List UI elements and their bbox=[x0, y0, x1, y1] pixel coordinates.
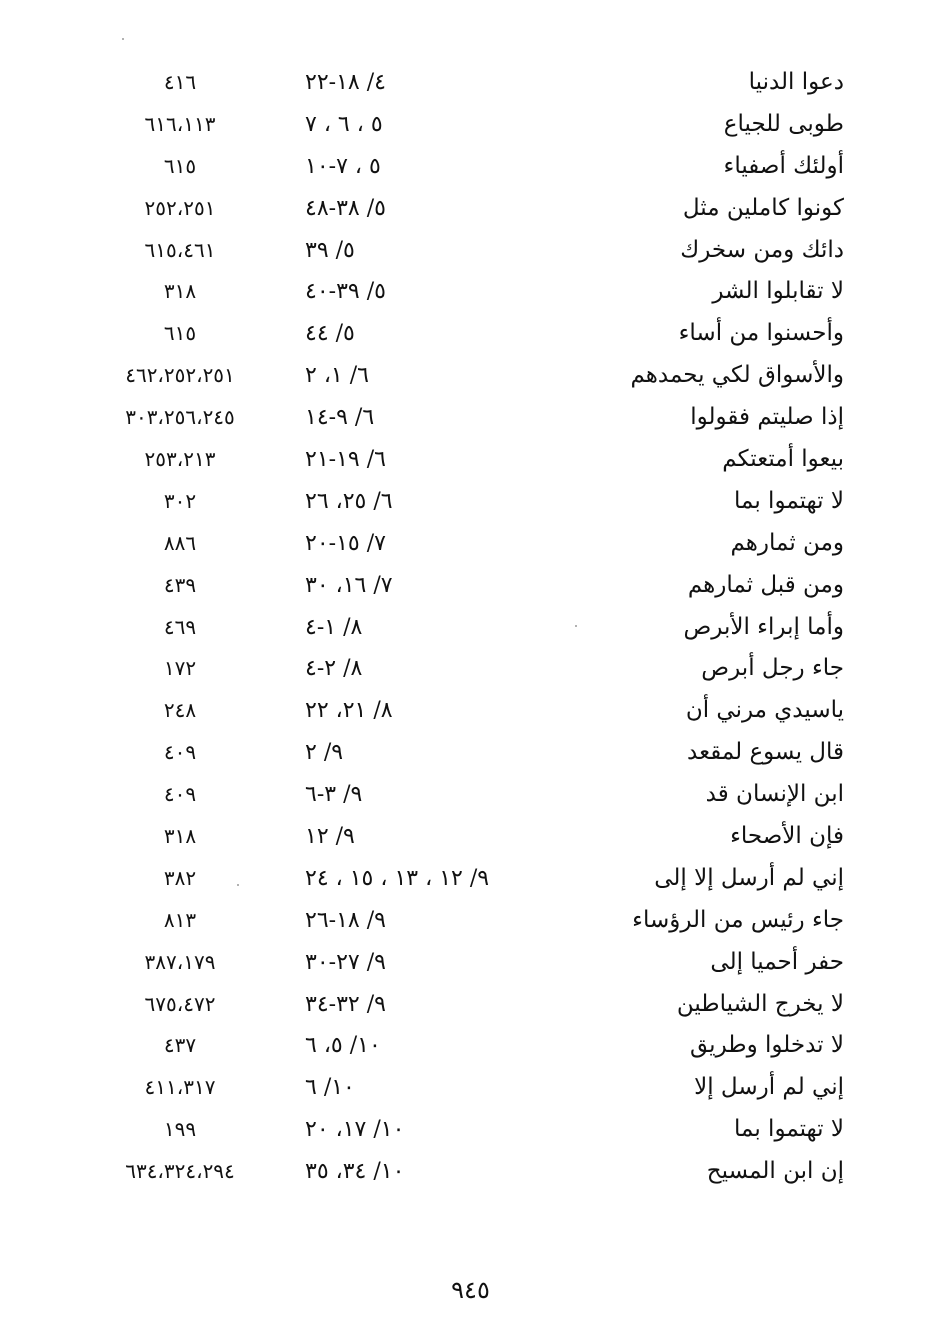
chapter-verse-reference: ٥/ ٣٩ bbox=[305, 237, 355, 263]
page-references: ٤٦٢،٢٥٢،٢٥١ bbox=[125, 363, 235, 388]
index-row bbox=[90, 481, 850, 523]
index-row bbox=[90, 271, 850, 313]
chapter-verse-reference: ٩/ ٢ bbox=[305, 740, 344, 766]
page-references: ١٧٢ bbox=[163, 656, 197, 681]
page-number: ٩٤٥ bbox=[451, 1276, 490, 1304]
passage-incipit: لا يخرج الشياطين bbox=[676, 990, 844, 1017]
chapter-verse-reference: ٨/ ١-٤ bbox=[305, 614, 363, 640]
page-references: ٦١٥ bbox=[163, 153, 197, 178]
passage-incipit: طوبى للجياع bbox=[723, 110, 844, 137]
page-references: ٤٠٩ bbox=[163, 740, 197, 765]
index-row bbox=[90, 523, 850, 565]
page-references: ٣١٨ bbox=[163, 824, 197, 849]
index-row bbox=[90, 565, 850, 607]
chapter-verse-reference: ٩/ ١٢ ، ١٣ ، ١٥ ، ٢٤ bbox=[305, 865, 490, 891]
passage-incipit: ياسيدي مرني أن bbox=[685, 697, 844, 724]
page-references: ٦٣٤،٣٢٤،٢٩٤ bbox=[125, 1159, 235, 1184]
passage-incipit: بيعوا أمتعتكم bbox=[722, 446, 844, 473]
page-references: ٤١٦ bbox=[163, 70, 197, 94]
index-row bbox=[90, 230, 850, 272]
chapter-verse-reference: ٧/ ١٥-٢٠ bbox=[305, 530, 386, 556]
page-references: ٦٧٥،٤٧٢ bbox=[144, 991, 216, 1016]
index-row bbox=[90, 732, 850, 774]
passage-incipit: قال يسوع لمقعد bbox=[687, 739, 844, 766]
passage-incipit: إذا صليتم فقولوا bbox=[690, 404, 844, 431]
index-row bbox=[90, 439, 850, 481]
page-references: ٢٤٨ bbox=[163, 698, 197, 723]
passage-incipit: لا تقابلوا الشر bbox=[712, 278, 844, 305]
passage-incipit: لا تهتموا بما bbox=[734, 487, 844, 514]
page-references: ٤٣٩ bbox=[163, 572, 197, 597]
passage-incipit: إني لم أرسل إلا bbox=[694, 1074, 844, 1101]
chapter-verse-reference: ١٠/ ٥، ٦ bbox=[305, 1033, 381, 1059]
scan-speck bbox=[122, 38, 124, 40]
chapter-verse-reference: ٥/ ٤٤ bbox=[305, 321, 355, 347]
passage-incipit: وأحسنوا من أساء bbox=[678, 320, 844, 347]
index-row bbox=[90, 1151, 850, 1193]
page-references: ٣٨٢ bbox=[163, 865, 197, 890]
chapter-verse-reference: ١٠/ ١٧، ٢٠ bbox=[305, 1117, 405, 1143]
page-references: ٣٠٣،٢٥٦،٢٤٥ bbox=[125, 405, 235, 430]
page-references: ٣٠٢ bbox=[163, 488, 197, 513]
chapter-verse-reference: ١٠/ ٣٤، ٣٥ bbox=[305, 1159, 405, 1185]
chapter-verse-reference: ٩/ ٣٢-٣٤ bbox=[305, 991, 386, 1017]
index-row bbox=[90, 355, 850, 397]
chapter-verse-reference: ٨/ ٢١، ٢٢ bbox=[305, 698, 393, 724]
chapter-verse-reference: ٧/ ١٦، ٣٠ bbox=[305, 572, 393, 598]
index-row bbox=[90, 1025, 850, 1067]
chapter-verse-reference: ٦/ ٩-١٤ bbox=[305, 405, 375, 431]
chapter-verse-reference: ٦/ ١٩-٢١ bbox=[305, 447, 386, 473]
page-references: ٤٠٩ bbox=[163, 782, 197, 807]
page-references: ٤٣٧ bbox=[163, 1033, 197, 1058]
chapter-verse-reference: ١٠/ ٦ bbox=[305, 1075, 355, 1101]
index-row bbox=[90, 984, 850, 1026]
chapter-verse-reference: ٦/ ١، ٢ bbox=[305, 363, 369, 389]
passage-incipit: جاء رئيس من الرؤساء bbox=[632, 906, 844, 933]
scan-speck bbox=[237, 884, 239, 886]
index-row bbox=[90, 690, 850, 732]
scan-speck bbox=[575, 625, 577, 627]
page-references: ٢٥٢،٢٥١ bbox=[144, 195, 216, 220]
index-row bbox=[90, 648, 850, 690]
chapter-verse-reference: ٤/ ١٨-٢٢ bbox=[305, 70, 386, 95]
passage-incipit: دائك ومن سخرك bbox=[680, 236, 844, 263]
passage-incipit: وأما إبراء الأبرص bbox=[683, 613, 844, 640]
page-references: ٣٨٧،١٧٩ bbox=[144, 949, 216, 974]
passage-incipit: إني لم أرسل إلا إلى bbox=[654, 864, 844, 891]
passage-incipit: ابن الإنسان قد bbox=[705, 781, 844, 808]
index-row bbox=[90, 858, 850, 900]
index-row bbox=[90, 62, 850, 104]
page-references: ٦١٥ bbox=[163, 321, 197, 346]
passage-incipit: لا تدخلوا وطريق bbox=[689, 1032, 844, 1059]
index-row bbox=[90, 1109, 850, 1151]
index-row bbox=[90, 104, 850, 146]
page-references: ٢٥٣،٢١٣ bbox=[144, 447, 216, 472]
passage-incipit: ومن ثمارهم bbox=[730, 529, 844, 556]
chapter-verse-reference: ٥ ، ٦ ، ٧ bbox=[305, 111, 383, 137]
page-references: ٨١٣ bbox=[163, 907, 197, 932]
passage-incipit: كونوا كاملين مثل bbox=[682, 194, 844, 221]
index-row bbox=[90, 1067, 850, 1109]
passage-incipit: دعوا الدنيا bbox=[748, 69, 844, 95]
chapter-verse-reference: ٥/ ٣٨-٤٨ bbox=[305, 195, 386, 221]
passage-incipit: لا تهتموا بما bbox=[734, 1116, 844, 1143]
passage-incipit: جاء رجل أبرص bbox=[701, 655, 844, 682]
index-row bbox=[90, 313, 850, 355]
chapter-verse-reference: ٦/ ٢٥، ٢٦ bbox=[305, 488, 393, 514]
index-row bbox=[90, 146, 850, 188]
page-references: ٤٦٩ bbox=[163, 614, 197, 639]
index-row bbox=[90, 900, 850, 942]
passage-incipit: أولئك أصفياء bbox=[723, 152, 844, 179]
index-row bbox=[90, 816, 850, 858]
passage-incipit: حفر أحميا إلى bbox=[710, 948, 844, 975]
passage-incipit: إن ابن المسيح bbox=[706, 1158, 844, 1185]
page-references: ٨٨٦ bbox=[163, 530, 197, 555]
index-row bbox=[90, 942, 850, 984]
chapter-verse-reference: ٨/ ٢-٤ bbox=[305, 656, 363, 682]
passage-incipit: ومن قبل ثمارهم bbox=[687, 571, 844, 598]
page-references: ١٩٩ bbox=[163, 1117, 197, 1142]
page-references: ٣١٨ bbox=[163, 279, 197, 304]
index-row bbox=[90, 188, 850, 230]
page-references: ٦١٦،١١٣ bbox=[144, 111, 216, 136]
chapter-verse-reference: ٩/ ١٨-٢٦ bbox=[305, 907, 386, 933]
passage-incipit: والأسواق لكي يحمدهم bbox=[630, 362, 844, 389]
chapter-verse-reference: ٩/ ٣-٦ bbox=[305, 782, 363, 808]
index-row bbox=[90, 607, 850, 649]
chapter-verse-reference: ٥/ ٣٩-٤٠ bbox=[305, 279, 386, 305]
scripture-index-table bbox=[90, 62, 850, 1193]
page-references: ٦١٥،٤٦١ bbox=[144, 237, 216, 262]
chapter-verse-reference: ٩/ ١٢ bbox=[305, 824, 355, 850]
index-row bbox=[90, 397, 850, 439]
index-row bbox=[90, 774, 850, 816]
page-references: ٤١١،٣١٧ bbox=[144, 1075, 216, 1100]
chapter-verse-reference: ٥ ، ٧-١٠ bbox=[305, 153, 381, 179]
chapter-verse-reference: ٩/ ٢٧-٣٠ bbox=[305, 949, 386, 975]
passage-incipit: فإن الأصحاء bbox=[730, 823, 844, 850]
